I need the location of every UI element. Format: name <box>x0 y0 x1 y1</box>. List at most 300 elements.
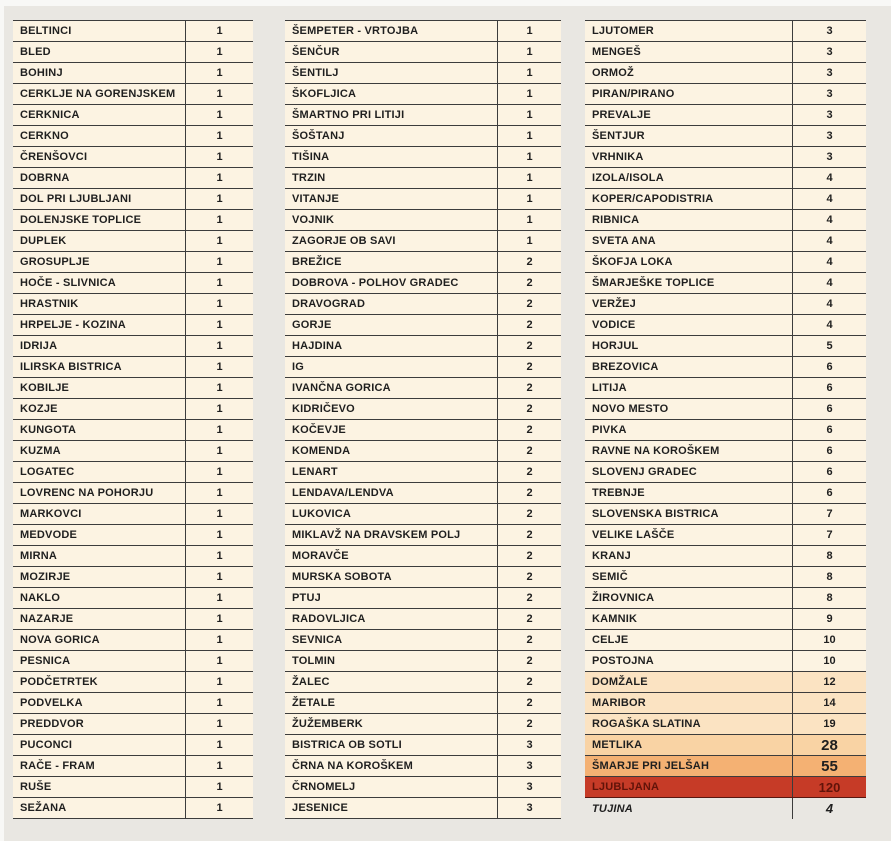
count-cell[interactable]: 2 <box>497 504 561 524</box>
municipality-name-cell[interactable]: RAVNE NA KOROŠKEM <box>592 445 720 457</box>
municipality-name-cell[interactable]: ORMOŽ <box>592 67 634 79</box>
municipality-name-cell[interactable]: HORJUL <box>592 340 639 352</box>
count-cell[interactable]: 8 <box>792 567 866 587</box>
municipality-name-cell[interactable]: NAKLO <box>20 592 61 604</box>
municipality-name-cell[interactable]: KRANJ <box>592 550 631 562</box>
count-cell[interactable]: 10 <box>792 630 866 650</box>
municipality-name-cell[interactable]: ŠEMPETER - VRTOJBA <box>292 25 419 37</box>
table-row <box>285 189 561 210</box>
table-row <box>585 168 866 189</box>
count-cell[interactable]: 1 <box>185 336 253 356</box>
municipality-name-cell[interactable]: DOBROVA - POLHOV GRADEC <box>292 277 459 289</box>
count-cell[interactable]: 1 <box>185 378 253 398</box>
municipality-name-cell[interactable]: VODICE <box>592 319 636 331</box>
municipality-name-cell[interactable]: PODVELKA <box>20 697 83 709</box>
municipality-name-cell[interactable]: GORJE <box>292 319 332 331</box>
municipality-name-cell[interactable]: RIBNICA <box>592 214 640 226</box>
municipality-name-cell[interactable]: KOZJE <box>20 403 58 415</box>
table-row <box>585 399 866 420</box>
count-cell[interactable]: 4 <box>792 315 866 335</box>
municipality-name-cell[interactable]: CERKNO <box>20 130 69 142</box>
municipality-name-cell[interactable]: KAMNIK <box>592 613 638 625</box>
municipality-name-cell[interactable]: LENART <box>292 466 338 478</box>
count-cell[interactable]: 1 <box>185 756 253 776</box>
municipality-name-cell[interactable]: LITIJA <box>592 382 627 394</box>
count-cell[interactable]: 2 <box>497 252 561 272</box>
table-row <box>585 441 866 462</box>
municipality-name-cell[interactable]: DUPLEK <box>20 235 67 247</box>
table-row <box>285 105 561 126</box>
municipality-name-cell[interactable]: CERKLJE NA GORENJSKEM <box>20 88 176 100</box>
municipality-name-cell[interactable]: TIŠINA <box>292 151 330 163</box>
municipality-name-cell[interactable]: PESNICA <box>20 655 71 667</box>
count-cell[interactable]: 1 <box>185 42 253 62</box>
count-cell[interactable]: 1 <box>185 84 253 104</box>
count-cell[interactable]: 1 <box>185 777 253 797</box>
count-cell[interactable]: 1 <box>185 147 253 167</box>
municipality-name-cell[interactable]: PIRAN/PIRANO <box>592 88 675 100</box>
table-row <box>13 462 253 483</box>
count-cell[interactable]: 3 <box>792 105 866 125</box>
municipality-name-cell[interactable]: NOVA GORICA <box>20 634 100 646</box>
municipality-name-cell[interactable]: TOLMIN <box>292 655 336 667</box>
municipality-name-cell[interactable]: PIVKA <box>592 424 627 436</box>
count-cell[interactable]: 2 <box>497 294 561 314</box>
municipality-name-cell[interactable]: TREBNJE <box>592 487 645 499</box>
table-row <box>585 357 866 378</box>
municipality-name-cell[interactable]: ŠMARJEŠKE TOPLICE <box>592 277 715 289</box>
table-row <box>585 147 866 168</box>
table-row <box>585 336 866 357</box>
count-cell[interactable]: 1 <box>497 147 561 167</box>
municipality-name-cell[interactable]: DOBRNA <box>20 172 70 184</box>
count-cell[interactable]: 1 <box>185 252 253 272</box>
count-cell[interactable]: 4 <box>792 231 866 251</box>
count-cell[interactable]: 2 <box>497 336 561 356</box>
count-cell[interactable]: 4 <box>792 294 866 314</box>
municipality-name-cell[interactable]: KOPER/CAPODISTRIA <box>592 193 714 205</box>
count-cell[interactable]: 4 <box>792 273 866 293</box>
table-row <box>13 588 253 609</box>
count-cell[interactable]: 1 <box>497 21 561 41</box>
count-cell[interactable]: 2 <box>497 357 561 377</box>
municipality-name-cell[interactable]: IZOLA/ISOLA <box>592 172 664 184</box>
table-row <box>285 42 561 63</box>
table-row <box>285 420 561 441</box>
table-row <box>13 168 253 189</box>
municipality-name-cell[interactable]: ILIRSKA BISTRICA <box>20 361 122 373</box>
table-row <box>585 21 866 42</box>
municipality-name-cell[interactable]: VITANJE <box>292 193 340 205</box>
count-cell[interactable]: 6 <box>792 420 866 440</box>
count-cell[interactable]: 1 <box>185 630 253 650</box>
count-cell[interactable]: 1 <box>497 210 561 230</box>
municipality-name-cell[interactable]: LOVRENC NA POHORJU <box>20 487 154 499</box>
municipality-name-cell[interactable]: BISTRICA OB SOTLI <box>292 739 402 751</box>
count-cell[interactable]: 1 <box>185 735 253 755</box>
count-cell[interactable]: 1 <box>185 609 253 629</box>
table-row <box>585 189 866 210</box>
count-cell[interactable]: 3 <box>792 21 866 41</box>
table-row <box>13 777 253 798</box>
table-row <box>285 651 561 672</box>
count-cell[interactable]: 3 <box>497 735 561 755</box>
count-cell[interactable]: 14 <box>792 693 866 713</box>
count-cell[interactable]: 3 <box>497 777 561 797</box>
count-cell[interactable]: 55 <box>792 756 866 776</box>
municipality-name-cell[interactable]: ČRENŠOVCI <box>20 151 88 163</box>
table-row <box>585 546 866 567</box>
count-cell[interactable]: 28 <box>792 735 866 755</box>
table-row <box>13 84 253 105</box>
municipality-name-cell[interactable]: TUJINA <box>592 802 633 815</box>
municipality-name-cell[interactable]: VERŽEJ <box>592 298 636 310</box>
table-row <box>13 252 253 273</box>
municipality-name-cell[interactable]: LOGATEC <box>20 466 75 478</box>
municipality-name-cell[interactable]: BLED <box>20 46 51 58</box>
table-row <box>585 504 866 525</box>
count-cell[interactable]: 2 <box>497 651 561 671</box>
municipality-name-cell[interactable]: MIRNA <box>20 550 58 562</box>
count-cell[interactable]: 4 <box>792 252 866 272</box>
municipality-name-cell[interactable]: KUZMA <box>20 445 61 457</box>
municipality-name-cell[interactable]: PREVALJE <box>592 109 651 121</box>
count-cell[interactable]: 1 <box>185 21 253 41</box>
count-cell[interactable]: 1 <box>185 189 253 209</box>
count-cell[interactable]: 6 <box>792 462 866 482</box>
count-cell[interactable]: 2 <box>497 273 561 293</box>
table-row <box>13 546 253 567</box>
count-cell[interactable]: 3 <box>792 42 866 62</box>
municipality-name-cell[interactable]: ŠMARTNO PRI LITIJI <box>292 109 405 121</box>
municipality-name-cell[interactable]: DOLENJSKE TOPLICE <box>20 214 142 226</box>
count-cell[interactable]: 1 <box>497 168 561 188</box>
municipality-name-cell[interactable]: SLOVENJ GRADEC <box>592 466 697 478</box>
count-cell[interactable]: 1 <box>185 567 253 587</box>
table-row <box>285 672 561 693</box>
count-cell[interactable]: 6 <box>792 399 866 419</box>
count-cell[interactable]: 19 <box>792 714 866 734</box>
table-row <box>13 567 253 588</box>
table-row <box>285 609 561 630</box>
municipality-name-cell[interactable]: PUCONCI <box>20 739 73 751</box>
count-cell[interactable]: 3 <box>497 756 561 776</box>
municipality-name-cell[interactable]: ŠKOFLJICA <box>292 88 357 100</box>
count-cell[interactable]: 1 <box>497 105 561 125</box>
municipality-name-cell[interactable]: ROGAŠKA SLATINA <box>592 718 701 730</box>
municipality-name-cell[interactable]: HRASTNIK <box>20 298 79 310</box>
municipality-name-cell[interactable]: DRAVOGRAD <box>292 298 366 310</box>
municipality-name-cell[interactable]: TRZIN <box>292 172 326 184</box>
count-cell[interactable]: 3 <box>792 147 866 167</box>
count-cell[interactable]: 1 <box>185 294 253 314</box>
table-row <box>13 210 253 231</box>
municipality-name-cell[interactable]: DOL PRI LJUBLJANI <box>20 193 132 205</box>
count-cell[interactable]: 8 <box>792 588 866 608</box>
count-cell[interactable]: 1 <box>497 42 561 62</box>
count-cell[interactable]: 4 <box>792 210 866 230</box>
municipality-name-cell[interactable]: IG <box>292 361 305 373</box>
municipality-name-cell[interactable]: BREŽICE <box>292 256 342 268</box>
municipality-name-cell[interactable]: ŽALEC <box>292 676 330 688</box>
municipality-name-cell[interactable]: ČRNOMELJ <box>292 781 356 793</box>
table-row <box>13 609 253 630</box>
municipality-name-cell[interactable]: SEŽANA <box>20 802 67 814</box>
table-row <box>285 525 561 546</box>
table-row <box>585 651 866 672</box>
count-cell[interactable]: 1 <box>185 126 253 146</box>
count-cell[interactable]: 6 <box>792 441 866 461</box>
count-cell[interactable]: 1 <box>497 126 561 146</box>
municipality-name-cell[interactable]: ŠKOFJA LOKA <box>592 256 673 268</box>
table-row <box>585 231 866 252</box>
count-cell[interactable]: 3 <box>497 798 561 818</box>
municipality-name-cell[interactable]: BOHINJ <box>20 67 63 79</box>
count-cell[interactable]: 12 <box>792 672 866 692</box>
count-cell[interactable]: 2 <box>497 588 561 608</box>
count-cell[interactable]: 1 <box>185 105 253 125</box>
municipality-name-cell[interactable]: KIDRIČEVO <box>292 403 355 415</box>
municipality-name-cell[interactable]: LUKOVICA <box>292 508 352 520</box>
municipality-name-cell[interactable]: MIKLAVŽ NA DRAVSKEM POLJ <box>292 529 461 541</box>
table-row <box>585 525 866 546</box>
municipality-name-cell[interactable]: MOZIRJE <box>20 571 71 583</box>
table-row <box>13 126 253 147</box>
table-row <box>13 693 253 714</box>
table-row <box>585 798 866 819</box>
table-row <box>13 105 253 126</box>
table-row <box>285 210 561 231</box>
municipality-name-cell[interactable]: RUŠE <box>20 781 52 793</box>
table-row <box>585 252 866 273</box>
municipality-name-cell[interactable]: NOVO MESTO <box>592 403 669 415</box>
count-cell[interactable]: 1 <box>185 231 253 251</box>
municipality-name-cell[interactable]: METLIKA <box>592 739 643 751</box>
municipality-name-cell[interactable]: RAČE - FRAM <box>20 760 95 772</box>
count-cell[interactable]: 1 <box>185 273 253 293</box>
count-cell[interactable]: 1 <box>185 651 253 671</box>
municipality-name-cell[interactable]: MEDVODE <box>20 529 78 541</box>
count-cell[interactable]: 6 <box>792 357 866 377</box>
municipality-name-cell[interactable]: ŽUŽEMBERK <box>292 718 363 730</box>
municipality-name-cell[interactable]: ŠENČUR <box>292 46 340 58</box>
municipality-name-cell[interactable]: MARKOVCI <box>20 508 82 520</box>
municipality-name-cell[interactable]: LENDAVA/LENDVA <box>292 487 394 499</box>
count-cell[interactable]: 2 <box>497 315 561 335</box>
municipality-name-cell[interactable]: PODČETRTEK <box>20 676 98 688</box>
table-row <box>13 42 253 63</box>
municipality-name-cell[interactable]: HOČE - SLIVNICA <box>20 277 116 289</box>
count-cell[interactable]: 1 <box>185 399 253 419</box>
page-edge-left <box>0 0 4 841</box>
count-cell[interactable]: 2 <box>497 525 561 545</box>
count-cell[interactable]: 1 <box>185 588 253 608</box>
municipality-name-cell[interactable]: IVANČNA GORICA <box>292 382 391 394</box>
table-row <box>285 294 561 315</box>
municipality-name-cell[interactable]: KOMENDA <box>292 445 351 457</box>
count-cell[interactable]: 1 <box>185 357 253 377</box>
municipality-name-cell[interactable]: CELJE <box>592 634 629 646</box>
table-row <box>585 588 866 609</box>
municipality-name-cell[interactable]: HRPELJE - KOZINA <box>20 319 126 331</box>
table-row <box>13 756 253 777</box>
count-cell[interactable]: 8 <box>792 546 866 566</box>
municipality-name-cell[interactable]: GROSUPLJE <box>20 256 90 268</box>
count-cell[interactable]: 2 <box>497 399 561 419</box>
count-cell[interactable]: 2 <box>497 609 561 629</box>
count-cell[interactable]: 7 <box>792 525 866 545</box>
municipality-name-cell[interactable]: MARIBOR <box>592 697 646 709</box>
municipality-table-left <box>13 20 253 819</box>
count-cell[interactable]: 5 <box>792 336 866 356</box>
table-row <box>285 126 561 147</box>
count-cell[interactable]: 6 <box>792 483 866 503</box>
count-cell[interactable]: 1 <box>185 63 253 83</box>
count-cell[interactable]: 2 <box>497 378 561 398</box>
table-row <box>285 567 561 588</box>
count-cell[interactable]: 1 <box>185 693 253 713</box>
count-cell[interactable]: 3 <box>792 126 866 146</box>
municipality-name-cell[interactable]: PTUJ <box>292 592 321 604</box>
municipality-name-cell[interactable]: SVETA ANA <box>592 235 656 247</box>
count-cell[interactable]: 120 <box>792 777 866 797</box>
count-cell[interactable]: 2 <box>497 483 561 503</box>
count-cell[interactable]: 2 <box>497 672 561 692</box>
municipality-name-cell[interactable]: PREDDVOR <box>20 718 84 730</box>
table-row <box>585 378 866 399</box>
count-cell[interactable]: 2 <box>497 567 561 587</box>
count-cell[interactable]: 2 <box>497 441 561 461</box>
table-row <box>285 357 561 378</box>
count-cell[interactable]: 2 <box>497 630 561 650</box>
count-cell[interactable]: 1 <box>497 189 561 209</box>
municipality-name-cell[interactable]: ŠOŠTANJ <box>292 130 345 142</box>
table-row <box>285 735 561 756</box>
municipality-name-cell[interactable]: IDRIJA <box>20 340 58 352</box>
municipality-name-cell[interactable]: VRHNIKA <box>592 151 644 163</box>
table-row <box>585 273 866 294</box>
municipality-name-cell[interactable]: BREZOVICA <box>592 361 659 373</box>
municipality-name-cell[interactable]: KOBILJE <box>20 382 70 394</box>
count-cell[interactable]: 1 <box>185 168 253 188</box>
count-cell[interactable]: 1 <box>185 672 253 692</box>
count-cell[interactable]: 9 <box>792 609 866 629</box>
municipality-name-cell[interactable]: ŠENTJUR <box>592 130 645 142</box>
table-row <box>285 504 561 525</box>
table-row <box>285 252 561 273</box>
municipality-name-cell[interactable]: SEVNICA <box>292 634 343 646</box>
count-cell[interactable]: 1 <box>185 441 253 461</box>
municipality-name-cell[interactable]: LJUTOMER <box>592 25 654 37</box>
municipality-name-cell[interactable]: DOMŽALE <box>592 676 648 688</box>
table-row <box>13 504 253 525</box>
table-row <box>13 483 253 504</box>
table-row <box>585 84 866 105</box>
table-row <box>585 630 866 651</box>
count-cell[interactable]: 2 <box>497 462 561 482</box>
count-cell[interactable]: 1 <box>185 315 253 335</box>
table-row <box>585 105 866 126</box>
count-cell[interactable]: 1 <box>185 210 253 230</box>
municipality-name-cell[interactable]: VELIKE LAŠČE <box>592 529 675 541</box>
municipality-name-cell[interactable]: NAZARJE <box>20 613 74 625</box>
municipality-name-cell[interactable]: SLOVENSKA BISTRICA <box>592 508 719 520</box>
count-cell[interactable]: 4 <box>792 798 866 819</box>
count-cell[interactable]: 1 <box>497 63 561 83</box>
count-cell[interactable]: 2 <box>497 693 561 713</box>
count-cell[interactable]: 1 <box>185 483 253 503</box>
municipality-name-cell[interactable]: JESENICE <box>292 802 349 814</box>
municipality-name-cell[interactable]: SEMIČ <box>592 571 628 583</box>
municipality-name-cell[interactable]: HAJDINA <box>292 340 343 352</box>
municipality-name-cell[interactable]: ČRNA NA KOROŠKEM <box>292 760 413 772</box>
count-cell[interactable]: 4 <box>792 168 866 188</box>
count-cell[interactable]: 10 <box>792 651 866 671</box>
municipality-name-cell[interactable]: ZAGORJE OB SAVI <box>292 235 396 247</box>
table-row <box>13 357 253 378</box>
municipality-name-cell[interactable]: BELTINCI <box>20 25 72 37</box>
table-row <box>13 189 253 210</box>
municipality-name-cell[interactable]: POSTOJNA <box>592 655 654 667</box>
municipality-name-cell[interactable]: ŽETALE <box>292 697 336 709</box>
municipality-name-cell[interactable]: CERKNICA <box>20 109 80 121</box>
municipality-name-cell[interactable]: ŽIROVNICA <box>592 592 655 604</box>
table-row <box>585 735 866 756</box>
count-cell[interactable]: 3 <box>792 63 866 83</box>
count-cell[interactable]: 1 <box>185 798 253 818</box>
table-row <box>585 672 866 693</box>
count-cell[interactable]: 3 <box>792 84 866 104</box>
municipality-name-cell[interactable]: ŠENTILJ <box>292 67 339 79</box>
municipality-name-cell[interactable]: MURSKA SOBOTA <box>292 571 392 583</box>
count-cell[interactable]: 4 <box>792 189 866 209</box>
table-row <box>585 315 866 336</box>
count-cell[interactable]: 1 <box>185 420 253 440</box>
count-cell[interactable]: 1 <box>185 525 253 545</box>
count-cell[interactable]: 1 <box>185 546 253 566</box>
municipality-name-cell[interactable]: LJUBLJANA <box>592 781 660 793</box>
table-row <box>13 315 253 336</box>
municipality-name-cell[interactable]: KOČEVJE <box>292 424 346 436</box>
municipality-name-cell[interactable]: MENGEŠ <box>592 46 641 58</box>
municipality-name-cell[interactable]: MORAVČE <box>292 550 349 562</box>
count-cell[interactable]: 2 <box>497 546 561 566</box>
municipality-name-cell[interactable]: ŠMARJE PRI JELŠAH <box>592 760 710 772</box>
table-row <box>585 777 866 798</box>
page-edge-top <box>0 0 891 6</box>
table-row <box>585 126 866 147</box>
count-cell[interactable]: 1 <box>497 84 561 104</box>
municipality-name-cell[interactable]: VOJNIK <box>292 214 335 226</box>
table-row <box>13 714 253 735</box>
municipality-name-cell[interactable]: RADOVLJICA <box>292 613 366 625</box>
table-row <box>13 294 253 315</box>
count-cell[interactable]: 1 <box>185 462 253 482</box>
count-cell[interactable]: 1 <box>497 231 561 251</box>
municipality-name-cell[interactable]: KUNGOTA <box>20 424 77 436</box>
table-row <box>285 231 561 252</box>
table-row <box>285 441 561 462</box>
count-cell[interactable]: 1 <box>185 504 253 524</box>
count-cell[interactable]: 7 <box>792 504 866 524</box>
count-cell[interactable]: 6 <box>792 378 866 398</box>
table-row <box>285 798 561 819</box>
table-row <box>585 567 866 588</box>
count-cell[interactable]: 1 <box>185 714 253 734</box>
count-cell[interactable]: 2 <box>497 420 561 440</box>
count-cell[interactable]: 2 <box>497 714 561 734</box>
table-row <box>13 630 253 651</box>
